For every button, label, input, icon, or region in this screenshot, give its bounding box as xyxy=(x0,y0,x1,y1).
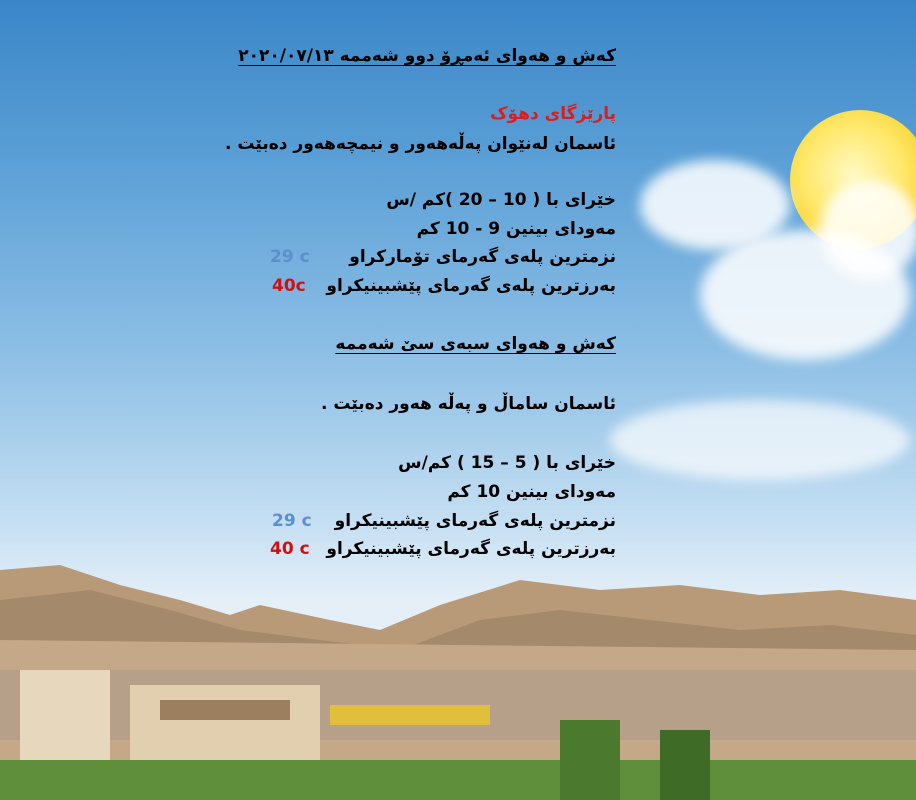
today-heading: کەش و هەوای ئەمڕۆ دوو شەممە ٢٠٢٠/٠٧/١٣ xyxy=(238,46,616,66)
cloud-image xyxy=(820,180,916,280)
today-wind-speed: خێرای با ( 10 – 20 )کم /س xyxy=(386,190,616,210)
today-sky-condition: ئاسمان لەنێوان پەڵەهەور و نیمچەهەور دەبێت . xyxy=(225,134,616,154)
tomorrow-sky-condition: ئاسمان ساماڵ و پەڵە هەور دەبێت . xyxy=(321,394,616,414)
city-landscape-image xyxy=(0,560,916,800)
tomorrow-heading: کەش و هەوای سبەی سێ شەممە xyxy=(335,334,616,354)
tomorrow-min-temp-label: نزمترین پلەی گەرمای پێشبینیکراو xyxy=(334,511,616,531)
today-min-temp-label: نزمترین پلەی گەرمای تۆمارکراو xyxy=(349,247,616,267)
today-max-temp-label: بەرزترین پلەی گەرمای پێشبینیکراو xyxy=(326,276,616,296)
cloud-image xyxy=(610,400,910,480)
today-min-temp-value: 29 c xyxy=(270,247,310,267)
tomorrow-visibility: مەودای بینین 10 کم xyxy=(447,482,616,502)
tomorrow-min-temp-value: 29 c xyxy=(272,511,312,531)
tomorrow-wind-speed: خێرای با ( 5 – 15 ) کم/س xyxy=(398,453,616,473)
region-name: پارێزگای دهۆک xyxy=(490,104,616,124)
today-visibility: مەودای بینین 9 - 10 کم xyxy=(416,219,616,239)
today-max-temp-value: 40c xyxy=(272,276,306,296)
tomorrow-max-temp-label: بەرزترین پلەی گەرمای پێشبینیکراو xyxy=(326,539,616,559)
tomorrow-max-temp-value: 40 c xyxy=(270,539,310,559)
